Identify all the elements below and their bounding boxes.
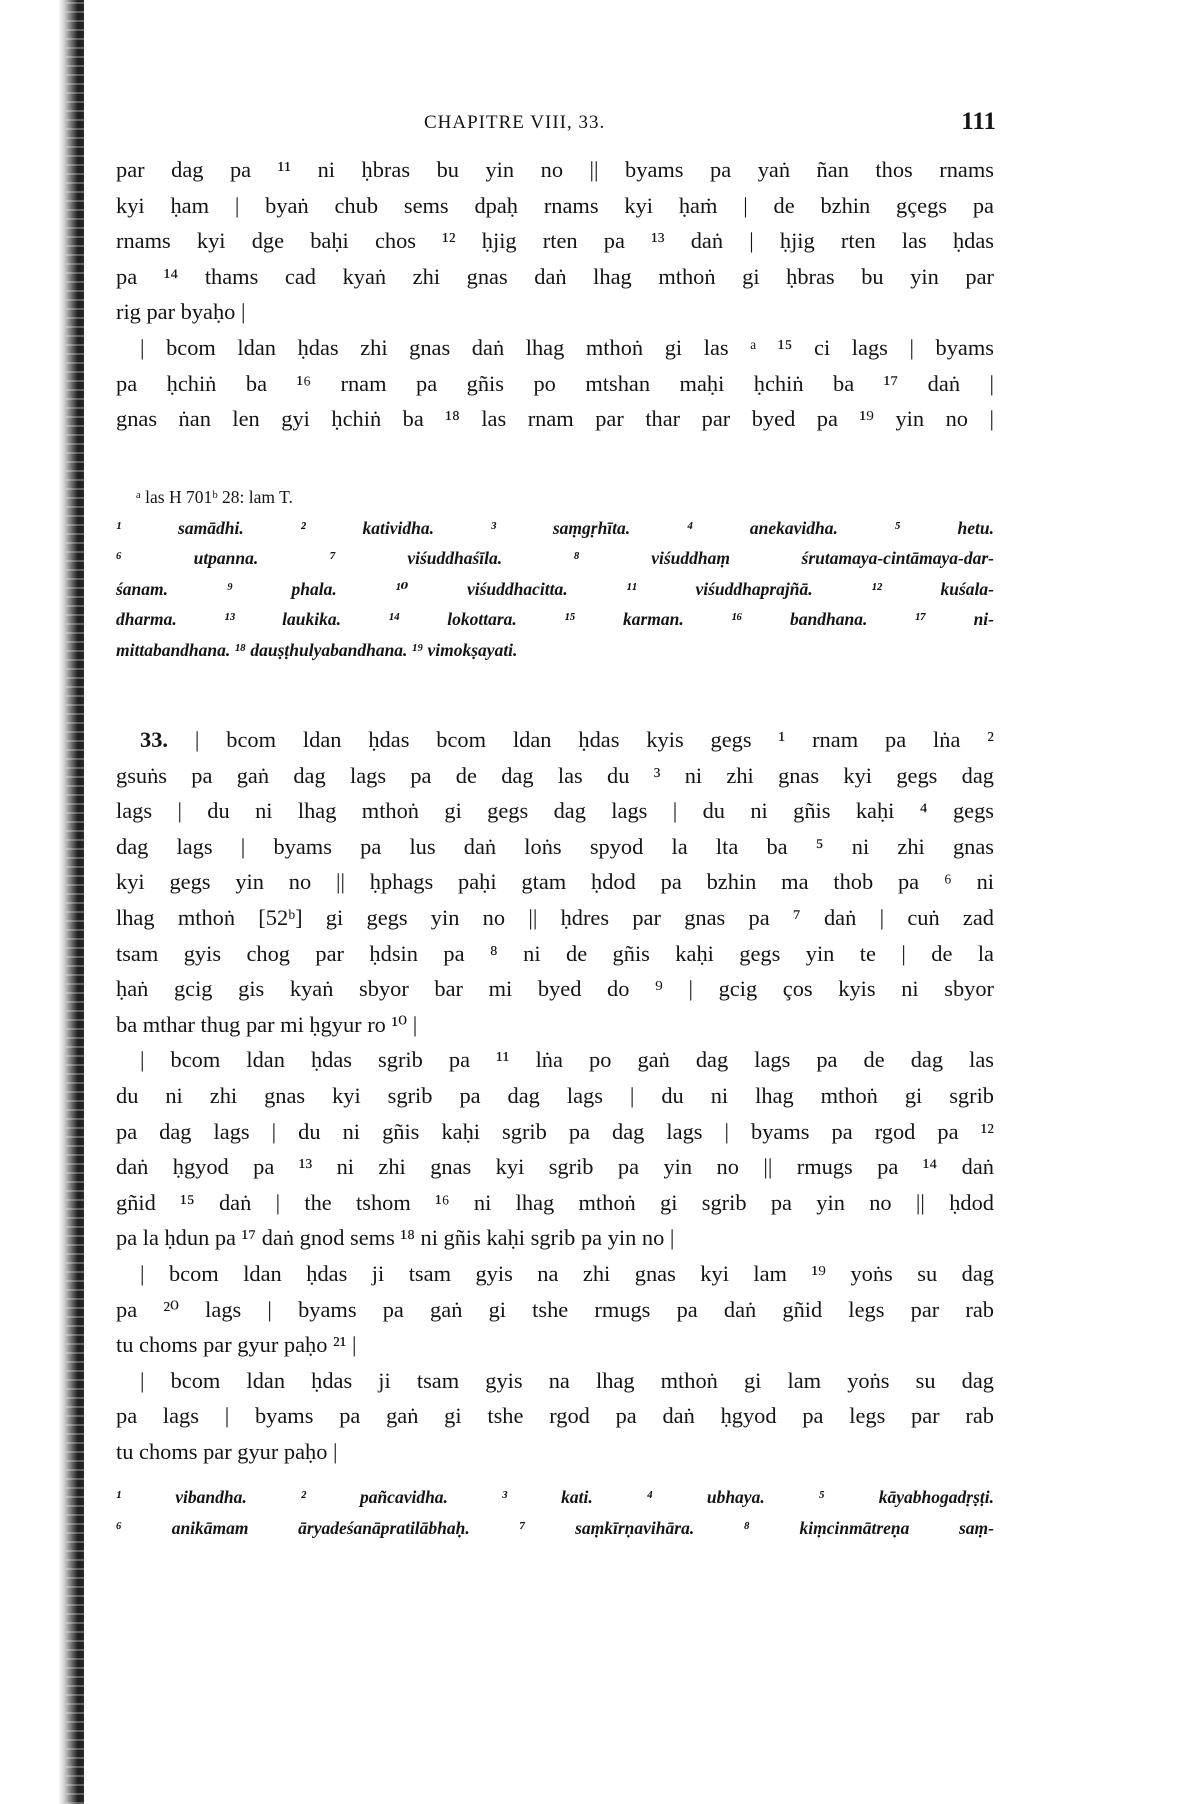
text-line: rnams kyi dge baḥi chos ¹² ḥjig rten pa ¹³ daṅ | ḥjig rten las ḥdas (116, 228, 994, 254)
text-line: kyi ḥam | byaṅ chub sems dpaḥ rnams kyi ḥaṁ | de bzhin gçegs pa (116, 192, 994, 218)
footnotes-bottom (116, 1482, 994, 1543)
footnotes-top (116, 482, 994, 665)
section-number: 33. (140, 727, 168, 752)
footnote-line: śanam. ⁹ phala. ¹⁰ viśuddhacitta. ¹¹ viśuddhaprajñā. ¹² kuśala- (116, 578, 994, 599)
text-line: gnas ṅan len gyi ḥchiṅ ba ¹⁸ las rnam par thar par byed pa ¹⁹ yin no | (116, 406, 994, 432)
text-line: gñid ¹⁵ daṅ | the tshom ¹⁶ ni lhag mthoṅ gi sgrib pa yin no || ḥdod (116, 1189, 994, 1215)
footnote-line: ⁶ utpanna. ⁷ viśuddhaśīla. ⁸ viśuddhaṃ śrutamaya-cintāmaya-dar- (116, 548, 994, 568)
text-line: | bcom ldan ḥdas zhi gnas daṅ lhag mthoṅ gi las ᵃ ¹⁵ ci lags | byams (140, 334, 994, 360)
text-line: | bcom ldan ḥdas ji tsam gyis na zhi gnas kyi lam ¹⁹ yoṅs su dag (140, 1260, 994, 1286)
footnote-line: mittabandhana. ¹⁸ dauṣṭhulyabandhana. ¹⁹ vimokṣayati. (116, 639, 518, 660)
book-binding-edge (0, 0, 84, 1804)
text-line: tu choms par gyur paḥo | (116, 1438, 338, 1464)
text-line: daṅ ḥgyod pa ¹³ ni zhi gnas kyi sgrib pa yin no || rmugs pa ¹⁴ daṅ (116, 1154, 994, 1180)
page-number: 111 (961, 108, 996, 135)
footnote-line: ⁶ anikāmam āryadeśanāpratilābhaḥ. ⁷ saṃkīrṇavihāra. ⁸ kiṃcinmātreṇa saṃ- (116, 1517, 994, 1538)
text-line: par dag pa ¹¹ ni ḥbras bu yin no || byams pa yaṅ ñan thos rnams (116, 157, 994, 182)
section-first-line: | bcom ldan ḥdas bcom ldan ḥdas kyis gegs ¹ rnam pa lṅa ² (168, 727, 994, 752)
text-line: tu choms par gyur paḥo ²¹ | (116, 1332, 357, 1358)
running-title: CHAPITRE VIII, 33. (424, 112, 606, 133)
text-line: | bcom ldan ḥdas sgrib pa ¹¹ lṅa po gaṅ dag lags pa de dag las (140, 1047, 994, 1073)
text-line: tsam gyis chog par ḥdsin pa ⁸ ni de gñis kaḥi gegs yin te | de la (116, 940, 994, 966)
text-line: | bcom ldan ḥdas ji tsam gyis na lhag mthoṅ gi lam yoṅs su dag (140, 1367, 994, 1393)
text-line: rig par byaḥo | (116, 299, 246, 325)
text-line: gsuṅs pa gaṅ dag lags pa de dag las du ³ ni zhi gnas kyi gegs dag (116, 762, 994, 788)
footnote-line: dharma. ¹³ laukika. ¹⁴ lokottara. ¹⁵ karman. ¹⁶ bandhana. ¹⁷ ni- (116, 609, 994, 629)
text-line: pa ḥchiṅ ba ¹⁶ rnam pa gñis po mtshan maḥi ḥchiṅ ba ¹⁷ daṅ | (116, 370, 994, 396)
footnote-line: ¹ samādhi. ² katividha. ³ saṃgṛhīta. ⁴ anekavidha. ⁵ hetu. (116, 517, 994, 538)
text-line: dag lags | byams pa lus daṅ loṅs spyod la lta ba ⁵ ni zhi gnas (116, 833, 994, 859)
text-line: kyi gegs yin no || ḥphags paḥi gtam ḥdod pa bzhin ma thob pa ⁶ ni (116, 869, 994, 895)
text-line: ḥaṅ gcig gis kyaṅ sbyor bar mi byed do ⁹ | gcig ços kyis ni sbyor (116, 976, 994, 1002)
text-line: ba mthar thug par mi ḥgyur ro ¹⁰ | (116, 1011, 418, 1037)
text-line (116, 722, 994, 758)
text-line: pa lags | byams pa gaṅ gi tshe rgod pa daṅ ḥgyod pa legs par rab (116, 1403, 994, 1429)
text-line: pa dag lags | du ni gñis kaḥi sgrib pa dag lags | byams pa rgod pa ¹² (116, 1118, 994, 1144)
text-line: du ni zhi gnas kyi sgrib pa dag lags | du ni lhag mthoṅ gi sgrib (116, 1082, 994, 1108)
main-text-top (116, 152, 994, 437)
section-33 (116, 722, 994, 1469)
text-line: pa ¹⁴ thams cad kyaṅ zhi gnas daṅ lhag mthoṅ gi ḥbras bu yin par (116, 263, 994, 289)
page-header (116, 108, 996, 140)
text-line: pa la ḥdun pa ¹⁷ daṅ gnod sems ¹⁸ ni gñis kaḥi sgrib pa yin no | (116, 1225, 675, 1251)
footnote-variant-reading: ᵃ las H 701ᵇ 28: lam T. (136, 487, 293, 507)
text-line: lags | du ni lhag mthoṅ gi gegs dag lags | du ni gñis kaḥi ⁴ gegs (116, 798, 994, 824)
footnote-line: ¹ vibandha. ² pañcavidha. ³ kati. ⁴ ubhaya. ⁵ kāyabhogadṛṣṭi. (116, 1487, 994, 1507)
text-line: lhag mthoṅ [52ᵇ] gi gegs yin no || ḥdres par gnas pa ⁷ daṅ | cuṅ zad (116, 904, 994, 930)
text-line: pa ²⁰ lags | byams pa gaṅ gi tshe rmugs pa daṅ gñid legs par rab (116, 1296, 994, 1322)
